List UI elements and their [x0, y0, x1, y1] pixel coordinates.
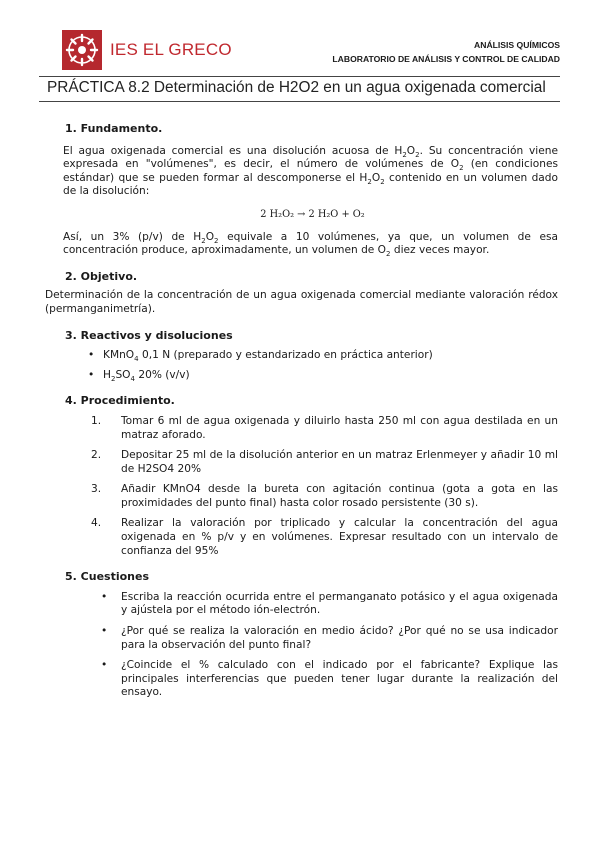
practice-title: PRÁCTICA 8.2 Determinación de H2O2 en un agua oxigenada comercial [47, 79, 546, 96]
section-heading-cuestiones: 5. Cuestiones [65, 570, 149, 584]
procedure-step: 2. Depositar 25 ml de la disolución anterior en un matraz Erlenmeyer y añadir 10 ml de H2SO4 20% [91, 449, 558, 475]
department-line-1: ANÁLISIS QUÍMICOS [474, 40, 560, 50]
fundamento-paragraph-1: El agua oxigenada comercial es una disolución acuosa de $H_2O_2$. Su concentración viene expresada en "volúmenes", es decir, el número de volúmenes de $O_2$ (en condiciones estándar) que se pueden formar al descomponerse el $H_2O_2$ contenido en un volumen dado de la disolución: [63, 144, 558, 198]
decomposition-equation: 2 H₂O₂ → 2 H₂O + O₂ [260, 208, 365, 220]
section-heading-fundamento: 1. Fundamento. [65, 122, 163, 135]
document-body [45, 118, 560, 700]
ies-el-greco-logo-icon [62, 30, 102, 70]
section-heading-procedimiento: 4. Procedimiento. [65, 394, 175, 408]
section-heading-reactivos: 3. Reactivos y disoluciones [65, 328, 233, 342]
procedure-step: 4. Realizar la valoración por triplicado y calcular la concentración del agua oxigenada en % p/v y en volúmenes. Expresar resultado con un intervalo de confianza del 95% [91, 517, 558, 557]
question-item: • ¿Por qué se realiza la valoración en medio ácido? ¿Por qué no se usa indicador para la observación del punto final? [121, 625, 558, 652]
procedure-step: 3. Añadir KMnO4 desde la bureta con agitación continua (gota a gota en las proximidades del punto final) hasta color rosado persistente (30 s). [91, 483, 558, 509]
department-info [332, 38, 560, 66]
page-header [58, 28, 560, 74]
procedure-step: 1. Tomar 6 ml de agua oxigenada y diluirlo hasta 250 ml con agua destilada en un matraz aforado. [91, 414, 558, 441]
reagent-item: • KMnO$_4$ 0,1 N (preparado y estandarizado en práctica anterior) [103, 349, 560, 363]
school-name: IES EL GRECO [110, 40, 232, 59]
objetivo-text: Determinación de la concentración de un agua oxigenada comercial mediante valoración rédox (permanganimetría). [45, 289, 558, 315]
section-heading-objetivo: 2. Objetivo. [65, 269, 138, 283]
title-bar [39, 76, 560, 102]
question-item: • ¿Coincide el % calculado con el indicado por el fabricante? Explique las principales interferencias que pueden tener lugar durante la realización del ensayo. [121, 659, 558, 700]
department-line-2: LABORATORIO DE ANÁLISIS Y CONTROL DE CALIDAD [332, 54, 560, 64]
logo-emblem-icon [62, 30, 102, 70]
reagent-item: • $H_2SO_4$ 20% (v/v) [103, 369, 560, 383]
question-item: • Escriba la reacción ocurrida entre el permanganato potásico y el agua oxigenada y ajústela por el método ión-electrón. [121, 591, 558, 618]
fundamento-paragraph-2: Así, un 3% (p/v) de $H_2O_2$ equivale a 10 volúmenes, ya que, un volumen de esa concentración produce, aproximadamente, un volumen de $O_2$ diez veces mayor. [63, 230, 558, 259]
